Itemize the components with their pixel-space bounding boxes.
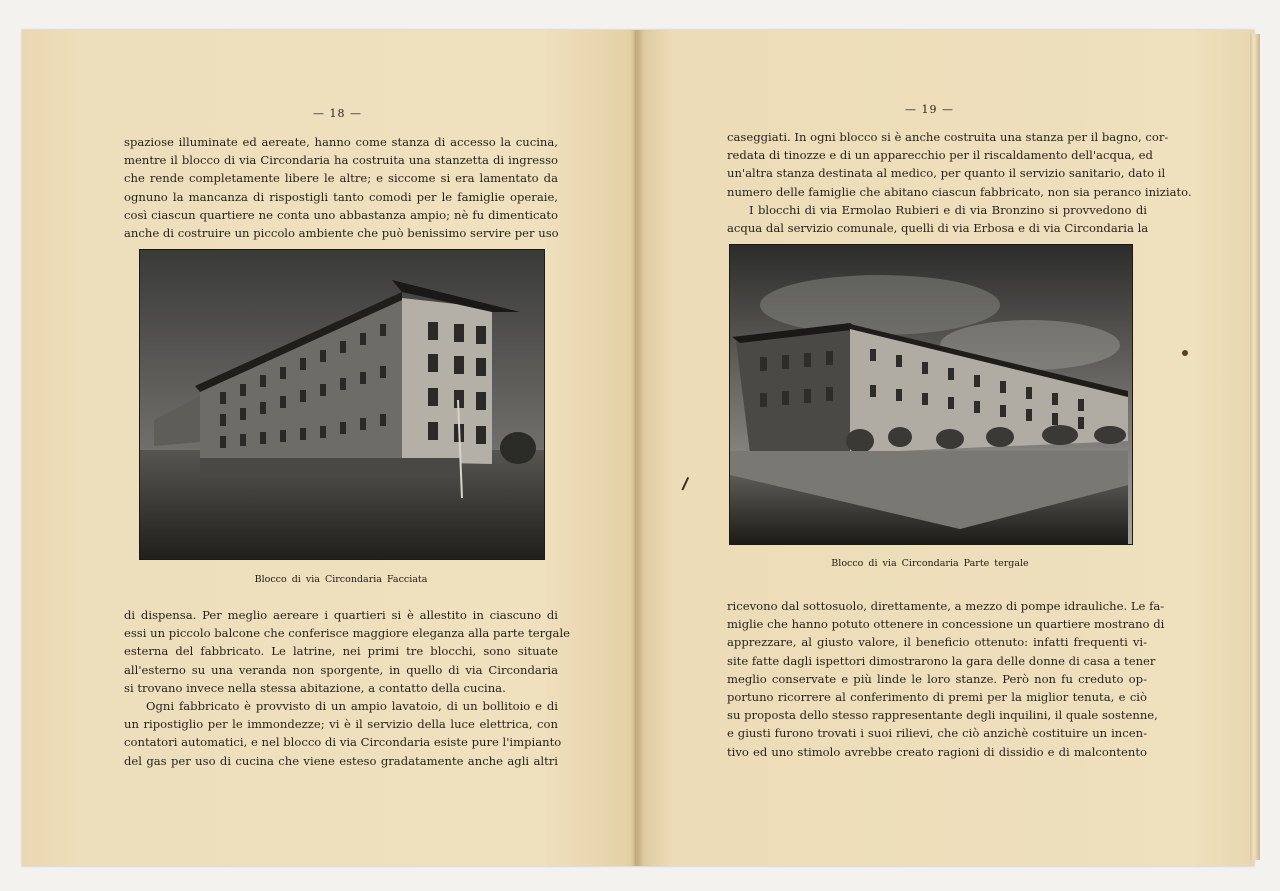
text-line: meglio conservate e più linde le loro stanze. Però non fu creduto op- bbox=[727, 671, 1147, 686]
text-line: Ogni fabbricato è provvisto di un ampio lavatoio, di un bollitoio e di bbox=[146, 699, 558, 714]
text-line: un'altra stanza destinata al medico, per quanto il servizio sanitario, dato il bbox=[727, 166, 1166, 181]
text-line: I blocchi di via Ermolao Rubieri e di via Bronzino si provvedono di bbox=[749, 202, 1147, 217]
text-line: essi un piccolo balcone che conferisce maggiore eleganza alla parte tergale bbox=[124, 626, 571, 641]
photo-caption-left: Blocco di via Circondaria Facciata bbox=[254, 574, 428, 585]
paper-spot bbox=[1182, 350, 1188, 356]
text-line: apprezzare, al giusto valore, il beneficio ottenuto: infatti frequenti vi- bbox=[727, 635, 1147, 650]
text-line: site fatte dagli ispettori dimostrarono la gara delle donne di casa a tener bbox=[727, 653, 1156, 668]
text-line: mentre il blocco di via Circondaria ha costruita una stanzetta di ingresso bbox=[124, 153, 558, 168]
photo-facade bbox=[139, 249, 545, 560]
text-line: di dispensa. Per meglio aereare i quartieri si è allestito in ciascuno di bbox=[124, 608, 558, 622]
left-top-paragraph bbox=[124, 133, 558, 242]
text-line: che rende completamente libere le altre; e siccome si era lamentato da bbox=[124, 171, 558, 186]
text-line: ognuno la mancanza di rispostigli tanto comodi per le famiglie operaie, bbox=[124, 189, 558, 204]
text-line: redata di tinozze e di un apparecchio per il riscaldamento dell'acqua, ed bbox=[727, 148, 1153, 163]
building-facade-photo bbox=[140, 250, 544, 559]
page-edge bbox=[1250, 34, 1260, 860]
text-line: esterna del fabbricato. Le latrine, nei primi tre blocchi, sono situate bbox=[124, 644, 558, 659]
text-line: all'esterno su una veranda non sporgente, in quello di via Circondaria bbox=[124, 662, 558, 677]
photo-rear bbox=[729, 244, 1133, 545]
text-line: ricevono dal sottosuolo, direttamente, a mezzo di pompe idrauliche. Le fa- bbox=[727, 599, 1165, 613]
text-line: numero delle famiglie che abitano ciascun fabbricato, non sia peranco iniziato. bbox=[727, 184, 1192, 199]
text-line: acqua dal servizio comunale, quelli di via Erbosa e di via Circondaria la bbox=[727, 221, 1149, 236]
text-line: contatori automatici, e nel blocco di via Circondaria esiste pure l'impianto bbox=[124, 735, 562, 750]
text-line: su proposta dello stesso rappresentante degli inquilini, il quale sostenne, bbox=[727, 708, 1158, 723]
photo-caption-right: Blocco di via Circondaria Parte tergale bbox=[831, 558, 1029, 569]
page-number-left: — 18 — bbox=[313, 107, 362, 120]
text-line: caseggiati. In ogni blocco si è anche costruita una stanza per il bagno, cor- bbox=[727, 130, 1169, 144]
book-gutter bbox=[630, 30, 644, 866]
text-line: così ciascun quartiere ne conta uno abbastanza ampio; nè fu dimenticato bbox=[124, 207, 558, 222]
page-number-right: — 19 — bbox=[905, 103, 954, 116]
text-line: un ripostiglio per le immondezze; vi è il servizio della luce elettrica, con bbox=[124, 717, 558, 732]
text-line: del gas per uso di cucina che viene esteso gradatamente anche agli altri bbox=[124, 753, 558, 768]
text-line: miglie che hanno potuto ottenere in concessione un quartiere mostrano di bbox=[727, 617, 1165, 632]
text-line: tivo ed uno stimolo avrebbe creato ragioni di dissidio e di malcontento bbox=[727, 744, 1147, 759]
building-rear-photo bbox=[730, 245, 1132, 544]
right-bottom-paragraph bbox=[727, 597, 1165, 761]
left-bottom-paragraph bbox=[124, 606, 571, 770]
text-line: e giusti furono trovati i suoi rilievi, che ciò anzichè costituire un incen- bbox=[727, 726, 1147, 741]
text-line: si trovano invece nella stessa abitazione, a contatto della cucina. bbox=[124, 680, 506, 695]
text-line: anche di costruire un piccolo ambiente che può benissimo servire per uso bbox=[124, 226, 559, 241]
right-top-paragraph bbox=[727, 128, 1192, 237]
text-line: spaziose illuminate ed aereate, hanno come stanza di accesso la cucina, bbox=[124, 135, 558, 149]
text-line: portuno ricorrere al conferimento di premi per la miglior tenuta, e ciò bbox=[727, 690, 1147, 705]
